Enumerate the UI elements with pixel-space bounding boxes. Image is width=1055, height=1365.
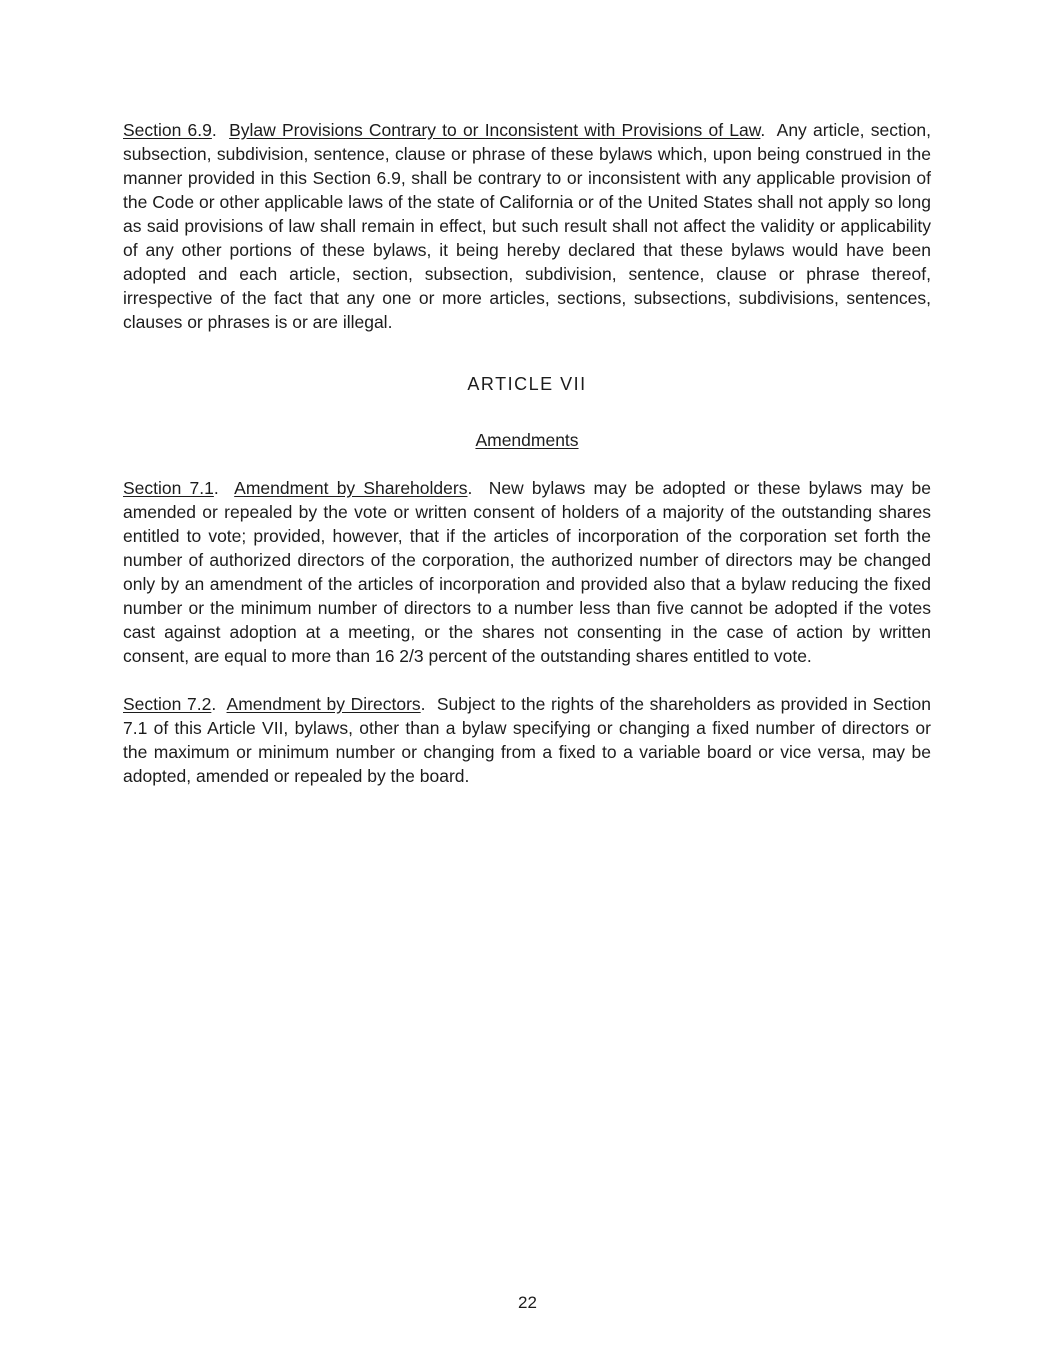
section-7-2-title: Amendment by Directors xyxy=(226,694,421,714)
article-vii-heading: ARTICLE VII xyxy=(467,374,587,394)
section-7-1-label: Section 7.1 xyxy=(123,478,214,498)
document-content xyxy=(123,118,931,812)
section-7-1-paragraph xyxy=(123,476,931,668)
section-7-1-title: Amendment by Shareholders xyxy=(234,478,468,498)
section-7-1-body: New bylaws may be adopted or these bylaws may be amended or repealed by the vote or written consent of holders of a majority of the outstanding shares entitled to vote; provided, however, that if the articles of incorporation of the corporation set forth the number of authorized directors of the corporation, the authorized number of directors may be changed only by an amendment of the articles of incorporation and provided also that a bylaw reducing the fixed number or the minimum number of directors to a number less than five cannot be adopted if the votes cast against adoption at a meeting, or the shares not consenting in the case of action by written consent, are equal to more than 16 2/3 percent of the outstanding shares entitled to vote. xyxy=(123,478,931,666)
amendments-subheading-text: Amendments xyxy=(475,430,579,450)
amendments-subheading xyxy=(123,428,931,452)
separator: . xyxy=(211,694,227,714)
section-6-9-paragraph xyxy=(123,118,931,334)
section-6-9-title: Bylaw Provisions Contrary to or Inconsistent with Provisions of Law xyxy=(229,120,761,140)
separator: . xyxy=(467,478,489,498)
separator: . xyxy=(760,120,777,140)
section-6-9-body: Any article, section, subsection, subdivision, sentence, clause or phrase of these bylaws which, upon being construed in the manner provided in this Section 6.9, shall be contrary to or inconsistent with any applicable provision of the Code or other applicable laws of the state of California or of the United States shall not apply so long as said provisions of law shall remain in effect, but such result shall not affect the validity or applicability of any other portions of these bylaws, it being hereby declared that these bylaws would have been adopted and each article, section, subsection, subdivision, sentence, clause or phrase thereof, irrespective of the fact that any one or more articles, sections, subsections, subdivisions, sentences, clauses or phrases is or are illegal. xyxy=(123,120,932,332)
separator: . xyxy=(213,478,235,498)
section-6-9-label: Section 6.9 xyxy=(123,120,212,140)
page-number: 22 xyxy=(518,1293,537,1312)
section-7-2-label: Section 7.2 xyxy=(123,694,212,714)
separator: . xyxy=(211,120,230,140)
section-7-2-body: Subject to the rights of the shareholders as provided in Section 7.1 of this Article VII, bylaws, other than a bylaw specifying or changing a fixed number of directors or the maximum or minimum number or changing from a fixed to a variable board or vice versa, may be adopted, amended or repealed by the board. xyxy=(123,694,932,786)
separator: . xyxy=(420,694,437,714)
section-7-2-paragraph xyxy=(123,692,931,788)
